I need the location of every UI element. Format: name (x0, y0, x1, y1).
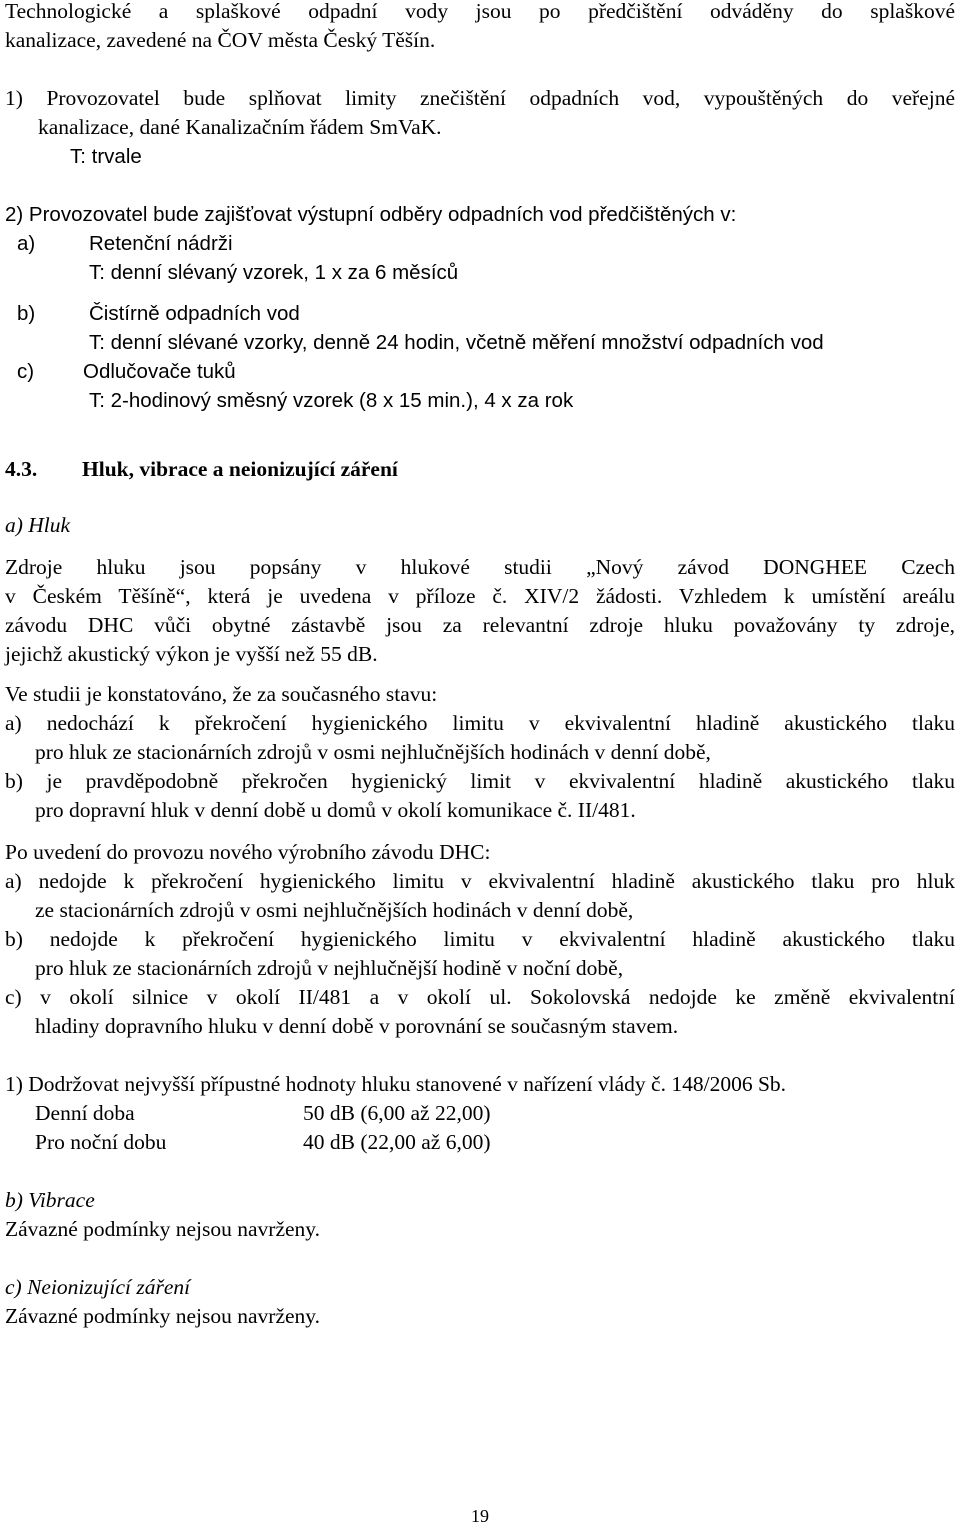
noise-condition: 1) Dodržovat nejvyšší přípustné hodnoty hluku stanovené v nařízení vlády č. 148/2006 Sb. (5, 1072, 787, 1096)
water-condition-1-line: 1) Provozovatel bude splňovat limity znečištění odpadních vod, vypouštěných do veřejné (5, 86, 955, 110)
list-item-line: pro hluk ze stacionárních zdrojů v nejhlučnější hodině v noční době, (35, 956, 624, 980)
list-marker: b) (17, 302, 36, 325)
list-item-line: hladiny dopravního hluku v denní době v porovnání se současným stavem. (35, 1014, 679, 1038)
section-number: 4.3. (5, 457, 38, 481)
list-item-line: c) v okolí silnice v okolí II/481 a v okolí ul. Sokolovská nedojde ke změně ekvivalentní (5, 985, 955, 1009)
list-item-line: b) nedojde k překročení hygienického limitu v ekvivalentní hladině akustického tlaku (5, 927, 955, 951)
paragraph-line: Zdroje hluku jsou popsány v hlukové studii „Nový závod DONGHEE Czech (5, 555, 955, 579)
paragraph-line: jejichž akustický výkon je vyšší než 55 dB. (5, 642, 378, 666)
water-condition-1-line: kanalizace, dané Kanalizačním řádem SmVaK. (38, 115, 442, 139)
intro-line: kanalizace, zavedené na ČOV města Český Těšín. (5, 28, 436, 52)
water-condition-1-term: T: trvale (70, 145, 142, 168)
paragraph-line: Po uvedení do provozu nového výrobního závodu DHC: (5, 840, 491, 864)
noise-limit-label: Pro noční dobu (35, 1130, 167, 1154)
sampling-location: Odlučovače tuků (83, 360, 236, 383)
sampling-location: Retenční nádrži (89, 232, 233, 255)
noise-limit-label: Denní doba (35, 1101, 135, 1125)
sampling-term: T: denní slévaný vzorek, 1 x za 6 měsíců (89, 261, 459, 284)
subsection-heading: a) Hluk (5, 513, 71, 537)
page-number: 19 (471, 1506, 489, 1526)
subsection-heading: c) Neionizující záření (5, 1275, 191, 1299)
list-marker: a) (17, 232, 36, 255)
sampling-term: T: 2-hodinový směsný vzorek (8 x 15 min.), 4 x za rok (89, 389, 574, 412)
sampling-term: T: denní slévané vzorky, denně 24 hodin, včetně měření množství odpadních vod (89, 331, 824, 354)
list-item-line: pro hluk ze stacionárních zdrojů v osmi nejhlučnějších hodinách v denní době, (35, 740, 711, 764)
water-condition-2-heading: 2) Provozovatel bude zajišťovat výstupní odběry odpadních vod předčištěných v: (5, 203, 737, 226)
list-item-line: pro dopravní hluk v denní době u domů v okolí komunikace č. II/481. (35, 798, 636, 822)
paragraph-line: v Českém Těšíně“, která je uvedena v příloze č. XIV/2 žádosti. Vzhledem k umístění areálu (5, 584, 955, 608)
list-item-line: a) nedojde k překročení hygienického limitu v ekvivalentní hladině akustického tlaku pro hluk (5, 869, 955, 893)
subsection-heading: b) Vibrace (5, 1188, 95, 1212)
paragraph-line: Ve studii je konstatováno, že za současného stavu: (5, 682, 438, 706)
list-item-line: ze stacionárních zdrojů v osmi nejhlučnějších hodinách v denní době, (35, 898, 634, 922)
list-item-line: a) nedochází k překročení hygienického limitu v ekvivalentní hladině akustického tlaku (5, 711, 955, 735)
list-item-line: b) je pravděpodobně překročen hygienický limit v ekvivalentní hladině akustického tlaku (5, 769, 955, 793)
list-marker: c) (17, 360, 35, 383)
section-title: Hluk, vibrace a neionizující záření (82, 457, 398, 481)
sampling-location: Čistírně odpadních vod (89, 302, 300, 325)
noise-limit-value: 50 dB (6,00 až 22,00) (303, 1101, 491, 1125)
paragraph-line: Závazné podmínky nejsou navrženy. (5, 1217, 321, 1241)
paragraph-line: závodu DHC vůči obytné zástavbě jsou za relevantní zdroje hluku považovány ty zdroje, (5, 613, 955, 637)
intro-line: Technologické a splaškové odpadní vody jsou po předčištění odváděny do splaškové (5, 0, 955, 23)
paragraph-line: Závazné podmínky nejsou navrženy. (5, 1304, 321, 1328)
noise-limit-value: 40 dB (22,00 až 6,00) (303, 1130, 491, 1154)
